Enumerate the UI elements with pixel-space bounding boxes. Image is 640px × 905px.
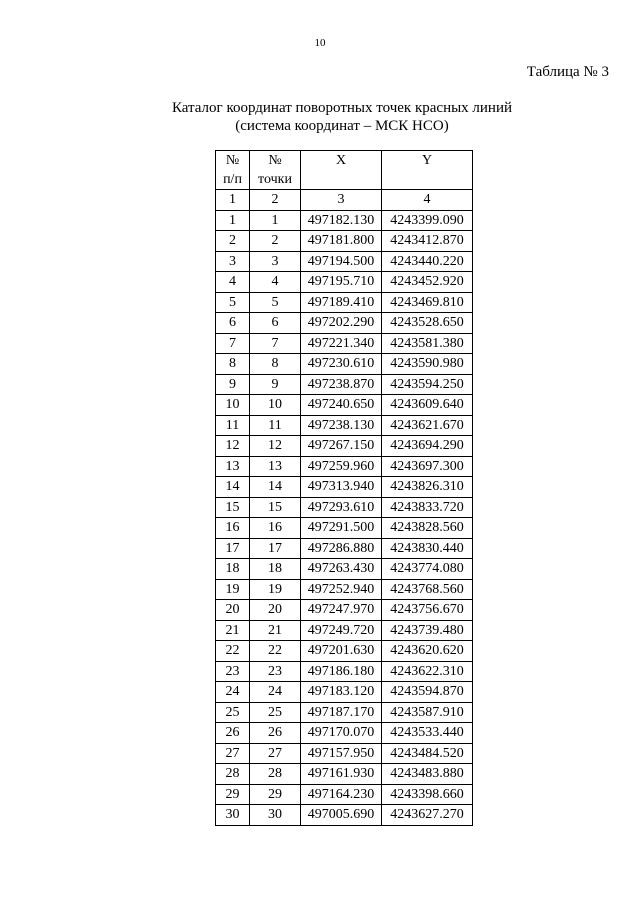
y-coordinate-cell: 4243483.880 xyxy=(382,764,473,785)
y-coordinate-cell: 4243594.250 xyxy=(382,374,473,395)
row-number-cell: 14 xyxy=(216,477,250,498)
title-line-2: (система координат – МСК НСО) xyxy=(235,118,449,134)
row-number-cell: 21 xyxy=(216,620,250,641)
x-coordinate-cell: 497293.610 xyxy=(301,497,382,518)
x-coordinate-cell: 497194.500 xyxy=(301,251,382,272)
x-coordinate-cell: 497313.940 xyxy=(301,477,382,498)
y-coordinate-cell: 4243826.310 xyxy=(382,477,473,498)
row-number-cell: 6 xyxy=(216,313,250,334)
x-coordinate-cell: 497170.070 xyxy=(301,723,382,744)
header-point-number-line-2: точки xyxy=(258,172,292,187)
point-number-cell: 12 xyxy=(250,436,301,457)
x-coordinate-cell: 497202.290 xyxy=(301,313,382,334)
row-number-cell: 27 xyxy=(216,743,250,764)
header-y: Y xyxy=(382,151,473,190)
point-number-cell: 3 xyxy=(250,251,301,272)
point-number-cell: 16 xyxy=(250,518,301,539)
table-row xyxy=(216,641,473,662)
x-coordinate-cell: 497187.170 xyxy=(301,702,382,723)
table-row xyxy=(216,354,473,375)
header-x: X xyxy=(301,151,382,190)
y-coordinate-cell: 4243412.870 xyxy=(382,231,473,252)
row-number-cell: 12 xyxy=(216,436,250,457)
row-number-cell: 30 xyxy=(216,805,250,826)
point-number-cell: 22 xyxy=(250,641,301,662)
x-coordinate-cell: 497240.650 xyxy=(301,395,382,416)
point-number-cell: 20 xyxy=(250,600,301,621)
point-number-cell: 8 xyxy=(250,354,301,375)
y-coordinate-cell: 4243533.440 xyxy=(382,723,473,744)
x-coordinate-cell: 497252.940 xyxy=(301,579,382,600)
x-coordinate-cell: 497238.130 xyxy=(301,415,382,436)
row-number-cell: 17 xyxy=(216,538,250,559)
row-number-cell: 25 xyxy=(216,702,250,723)
point-number-cell: 13 xyxy=(250,456,301,477)
point-number-cell: 25 xyxy=(250,702,301,723)
point-number-cell: 30 xyxy=(250,805,301,826)
row-number-cell: 10 xyxy=(216,395,250,416)
y-coordinate-cell: 4243833.720 xyxy=(382,497,473,518)
row-number-cell: 22 xyxy=(216,641,250,662)
row-number-cell: 8 xyxy=(216,354,250,375)
y-coordinate-cell: 4243590.980 xyxy=(382,354,473,375)
table-row xyxy=(216,743,473,764)
header-row-number xyxy=(216,151,250,190)
row-number-cell: 26 xyxy=(216,723,250,744)
y-coordinate-cell: 4243398.660 xyxy=(382,784,473,805)
row-number-cell: 28 xyxy=(216,764,250,785)
page-number: 10 xyxy=(314,37,326,49)
row-number-cell: 20 xyxy=(216,600,250,621)
y-coordinate-cell: 4243484.520 xyxy=(382,743,473,764)
row-number-cell: 7 xyxy=(216,333,250,354)
x-coordinate-cell: 497221.340 xyxy=(301,333,382,354)
column-number: 4 xyxy=(382,190,473,211)
table-row xyxy=(216,559,473,580)
x-coordinate-cell: 497238.870 xyxy=(301,374,382,395)
x-coordinate-cell: 497201.630 xyxy=(301,641,382,662)
point-number-cell: 15 xyxy=(250,497,301,518)
x-coordinate-cell: 497247.970 xyxy=(301,600,382,621)
y-coordinate-cell: 4243587.910 xyxy=(382,702,473,723)
table-row xyxy=(216,723,473,744)
y-coordinate-cell: 4243756.670 xyxy=(382,600,473,621)
row-number-cell: 5 xyxy=(216,292,250,313)
header-row-number-line-2: п/п xyxy=(223,172,242,187)
table-row xyxy=(216,784,473,805)
column-number: 1 xyxy=(216,190,250,211)
point-number-cell: 29 xyxy=(250,784,301,805)
y-coordinate-cell: 4243399.090 xyxy=(382,210,473,231)
x-coordinate-cell: 497161.930 xyxy=(301,764,382,785)
header-point-number xyxy=(250,151,301,190)
point-number-cell: 28 xyxy=(250,764,301,785)
y-coordinate-cell: 4243609.640 xyxy=(382,395,473,416)
point-number-cell: 9 xyxy=(250,374,301,395)
x-coordinate-cell: 497267.150 xyxy=(301,436,382,457)
x-coordinate-cell: 497005.690 xyxy=(301,805,382,826)
table-row xyxy=(216,600,473,621)
point-number-cell: 27 xyxy=(250,743,301,764)
table-row xyxy=(216,313,473,334)
point-number-cell: 19 xyxy=(250,579,301,600)
row-number-cell: 11 xyxy=(216,415,250,436)
y-coordinate-cell: 4243697.300 xyxy=(382,456,473,477)
table-row xyxy=(216,682,473,703)
row-number-cell: 2 xyxy=(216,231,250,252)
header-row xyxy=(216,151,473,190)
x-coordinate-cell: 497291.500 xyxy=(301,518,382,539)
x-coordinate-cell: 497182.130 xyxy=(301,210,382,231)
y-coordinate-cell: 4243528.650 xyxy=(382,313,473,334)
table-body xyxy=(216,210,473,825)
y-coordinate-cell: 4243594.870 xyxy=(382,682,473,703)
table-row xyxy=(216,395,473,416)
x-coordinate-cell: 497286.880 xyxy=(301,538,382,559)
table-row xyxy=(216,251,473,272)
point-number-cell: 1 xyxy=(250,210,301,231)
y-coordinate-cell: 4243469.810 xyxy=(382,292,473,313)
row-number-cell: 23 xyxy=(216,661,250,682)
column-number-row xyxy=(216,190,473,211)
y-coordinate-cell: 4243694.290 xyxy=(382,436,473,457)
table-row xyxy=(216,477,473,498)
x-coordinate-cell: 497249.720 xyxy=(301,620,382,641)
table-row xyxy=(216,620,473,641)
y-coordinate-cell: 4243768.560 xyxy=(382,579,473,600)
row-number-cell: 29 xyxy=(216,784,250,805)
point-number-cell: 26 xyxy=(250,723,301,744)
table-row xyxy=(216,374,473,395)
table-row xyxy=(216,518,473,539)
y-coordinate-cell: 4243828.560 xyxy=(382,518,473,539)
point-number-cell: 5 xyxy=(250,292,301,313)
table-row xyxy=(216,538,473,559)
x-coordinate-cell: 497181.800 xyxy=(301,231,382,252)
point-number-cell: 24 xyxy=(250,682,301,703)
table-row xyxy=(216,456,473,477)
table-row xyxy=(216,497,473,518)
row-number-cell: 15 xyxy=(216,497,250,518)
row-number-cell: 16 xyxy=(216,518,250,539)
point-number-cell: 2 xyxy=(250,231,301,252)
table-row xyxy=(216,231,473,252)
point-number-cell: 4 xyxy=(250,272,301,293)
table-row xyxy=(216,272,473,293)
column-number: 3 xyxy=(301,190,382,211)
table-row xyxy=(216,805,473,826)
row-number-cell: 13 xyxy=(216,456,250,477)
table-row xyxy=(216,436,473,457)
row-number-cell: 4 xyxy=(216,272,250,293)
y-coordinate-cell: 4243622.310 xyxy=(382,661,473,682)
y-coordinate-cell: 4243581.380 xyxy=(382,333,473,354)
table-header xyxy=(216,151,473,211)
point-number-cell: 11 xyxy=(250,415,301,436)
table-row xyxy=(216,292,473,313)
column-number: 2 xyxy=(250,190,301,211)
row-number-cell: 1 xyxy=(216,210,250,231)
x-coordinate-cell: 497189.410 xyxy=(301,292,382,313)
table-title xyxy=(0,99,640,135)
row-number-cell: 24 xyxy=(216,682,250,703)
point-number-cell: 21 xyxy=(250,620,301,641)
y-coordinate-cell: 4243440.220 xyxy=(382,251,473,272)
x-coordinate-cell: 497230.610 xyxy=(301,354,382,375)
x-coordinate-cell: 497157.950 xyxy=(301,743,382,764)
table-row xyxy=(216,333,473,354)
row-number-cell: 3 xyxy=(216,251,250,272)
x-coordinate-cell: 497259.960 xyxy=(301,456,382,477)
x-coordinate-cell: 497186.180 xyxy=(301,661,382,682)
point-number-cell: 14 xyxy=(250,477,301,498)
point-number-cell: 6 xyxy=(250,313,301,334)
header-point-number-line-1: № xyxy=(268,153,282,168)
y-coordinate-cell: 4243739.480 xyxy=(382,620,473,641)
point-number-cell: 7 xyxy=(250,333,301,354)
point-number-cell: 18 xyxy=(250,559,301,580)
coordinates-table xyxy=(215,150,473,826)
table-row xyxy=(216,764,473,785)
y-coordinate-cell: 4243620.620 xyxy=(382,641,473,662)
y-coordinate-cell: 4243621.670 xyxy=(382,415,473,436)
table-row xyxy=(216,661,473,682)
y-coordinate-cell: 4243774.080 xyxy=(382,559,473,580)
y-coordinate-cell: 4243830.440 xyxy=(382,538,473,559)
x-coordinate-cell: 497195.710 xyxy=(301,272,382,293)
y-coordinate-cell: 4243452.920 xyxy=(382,272,473,293)
table-row xyxy=(216,579,473,600)
header-row-number-line-1: № xyxy=(225,153,240,168)
row-number-cell: 18 xyxy=(216,559,250,580)
table-row xyxy=(216,702,473,723)
point-number-cell: 10 xyxy=(250,395,301,416)
table-row xyxy=(216,210,473,231)
row-number-cell: 9 xyxy=(216,374,250,395)
point-number-cell: 17 xyxy=(250,538,301,559)
x-coordinate-cell: 497183.120 xyxy=(301,682,382,703)
table-label: Таблица № 3 xyxy=(526,64,609,80)
y-coordinate-cell: 4243627.270 xyxy=(382,805,473,826)
title-line-1: Каталог координат поворотных точек красных линий xyxy=(171,100,513,116)
table-row xyxy=(216,415,473,436)
x-coordinate-cell: 497263.430 xyxy=(301,559,382,580)
x-coordinate-cell: 497164.230 xyxy=(301,784,382,805)
point-number-cell: 23 xyxy=(250,661,301,682)
row-number-cell: 19 xyxy=(216,579,250,600)
